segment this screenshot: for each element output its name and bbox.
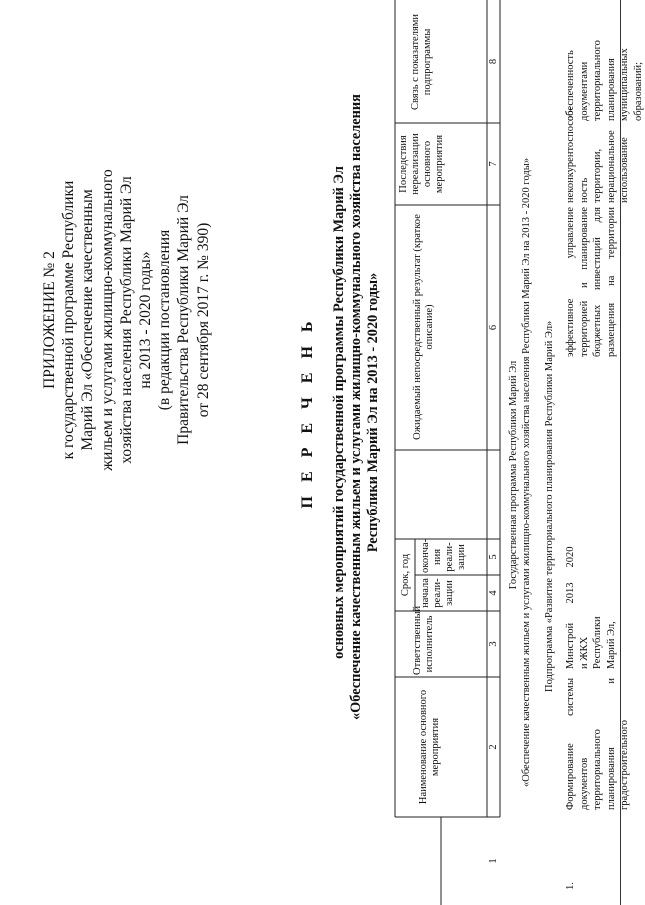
header-consequence: Последствия нереализации основного мероприятия: [398, 133, 445, 195]
row-number: 1.: [565, 882, 576, 890]
header-executor: Ответственный исполнитель: [412, 605, 435, 675]
appendix-line: от 28 сентября 2017 г. № 390): [194, 222, 212, 418]
title-line: Республики Марий Эл на 2013 - 2020 годы»: [365, 272, 381, 553]
appendix-line: Правительства Республики Марий Эл: [175, 195, 193, 445]
col-number: 5: [488, 554, 499, 560]
title-heading: П Е Р Е Ч Е Н Ь: [299, 316, 316, 509]
page-edge-line: [620, 0, 621, 905]
header-name: Наименование основного мероприятия: [418, 689, 441, 805]
row-result: эффективное управление территорией и планирование бюджетных инвестиций для размещения на территории: [565, 207, 617, 357]
header-start: начала реали-зации: [420, 578, 455, 608]
header-end: оконча-ния реали-зации: [420, 538, 467, 573]
appendix-line: Марий Эл «Обеспечение качественным: [79, 189, 97, 451]
row-executor: Минстрой и ЖКХ Республики Марий Эл,: [565, 616, 617, 669]
header-term: Срок, год: [400, 553, 411, 597]
appendix-line: на 2013 - 2020 годы»: [137, 251, 155, 389]
header-result: Ожидаемый непосредственный результат (краткое описание): [412, 214, 435, 440]
col-number: 1: [488, 858, 499, 864]
row-indicators: обеспеченность документами территориального планирования муниципальных образований;: [565, 40, 644, 121]
header-indicators: Связь с показателями подпрограммы: [410, 13, 433, 111]
col-number: 4: [488, 590, 499, 596]
section-program-name: «Обеспечение качественным жильем и услугами жилищно-коммунального хозяйства населения Республики Марий Эл на 2013 - 2020 годы»: [521, 157, 532, 787]
row-end-year: 2020: [565, 546, 576, 568]
title-line: основных мероприятий государственной программы Республики Марий Эл: [331, 166, 347, 659]
col-number: 3: [488, 641, 499, 647]
appendix-line: жильем и услугами жилищно-коммунального: [98, 169, 116, 471]
col-number: 7: [488, 161, 499, 167]
appendix-line: к государственной программе Республики: [60, 180, 78, 460]
row-consequence: неконкурентоспособ- ность территории, нерациональное использование: [565, 107, 630, 203]
section-subprogram: Подпрограмма «Развитие территориального планирования Республики Марий Эл»: [544, 320, 555, 692]
col-number: 2: [488, 744, 499, 750]
row-start-year: 2013: [565, 582, 576, 604]
col-number: 8: [488, 58, 499, 65]
col-number: 6: [488, 324, 499, 331]
row-name: Формирование системы документов территориального планирования и градостроительного: [565, 678, 630, 810]
section-program: Государственная программа Республики Марий Эл: [508, 360, 519, 590]
appendix-line: ПРИЛОЖЕНИЕ № 2: [41, 251, 58, 389]
appendix-line: (в редакции постановления: [156, 229, 174, 411]
appendix-line: хозяйства населения Республики Марий Эл: [117, 176, 135, 464]
title-line: «Обеспечение качественным жильем и услугами жилищно-коммунального хозяйства населения: [348, 94, 364, 720]
